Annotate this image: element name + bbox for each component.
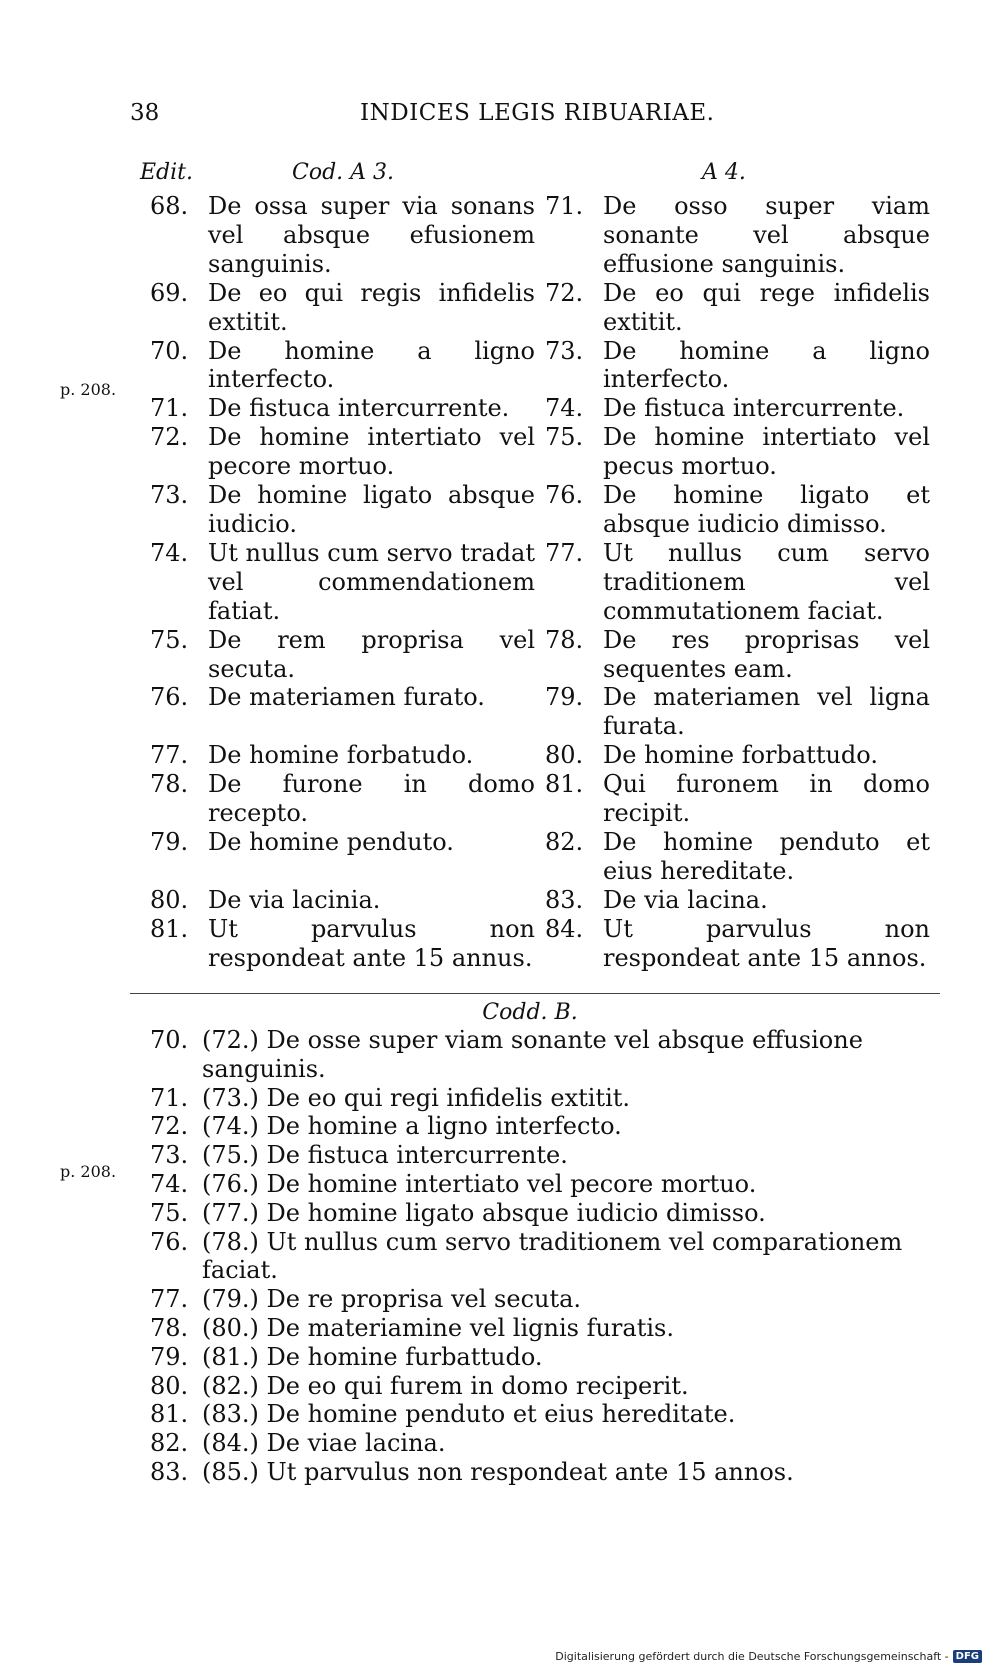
column-head-a4: A 4. [702, 160, 746, 185]
entry-number: 77. [150, 741, 189, 770]
entry-number: 71. [150, 1083, 189, 1112]
list-item [150, 770, 535, 828]
list-item [545, 337, 930, 395]
entry-text: De rem proprisa vel secuta. [208, 625, 535, 683]
list-item [545, 886, 930, 915]
entry-text: De homine forbatudo. [208, 741, 474, 770]
entry-text: De materiamen vel ligna furata. [603, 683, 930, 741]
entry-text: De fistuca intercurrente. [208, 394, 510, 423]
list-item [150, 1170, 940, 1199]
list-item [150, 279, 535, 337]
entry-number: 77. [150, 1285, 189, 1314]
entry-reference: (83.) [202, 1400, 259, 1429]
entry-number: 78. [150, 770, 189, 799]
entry-reference: (72.) [202, 1026, 259, 1054]
entry-number: 82. [150, 1429, 189, 1458]
list-item [150, 741, 535, 770]
list-item [545, 626, 930, 684]
list-item [150, 683, 535, 712]
list-item [545, 683, 930, 741]
entry-text: De furone in domo recepto. [208, 770, 535, 828]
column-headings [0, 160, 1000, 190]
entry-text: De homine furbattudo. [266, 1342, 543, 1371]
page-number: 38 [130, 100, 160, 126]
entry-number: 77. [545, 538, 584, 567]
list-item [150, 337, 535, 395]
list-item [545, 539, 930, 626]
entry-text: De homine penduto et eius hereditate. [266, 1400, 736, 1429]
list-item [150, 626, 535, 684]
entry-number: 75. [150, 1198, 189, 1227]
entry-text: De osse super viam sonante vel absque effusione sanguinis. [202, 1026, 863, 1083]
entry-number: 71. [150, 394, 189, 423]
entry-number: 81. [150, 1400, 189, 1429]
list-item [545, 770, 930, 828]
entry-number: 80. [545, 741, 584, 770]
list-item [545, 915, 930, 973]
entry-number: 76. [545, 481, 584, 510]
entry-reference: (79.) [202, 1285, 259, 1314]
margin-note-bottom: p. 208. [60, 1162, 117, 1181]
entry-text: De fistuca intercurrente. [266, 1141, 568, 1170]
entry-number: 70. [150, 1026, 189, 1054]
entry-number: 73. [150, 1141, 189, 1170]
list-item [150, 915, 535, 973]
list-item [150, 423, 535, 481]
entry-number: 83. [545, 885, 584, 914]
entry-reference: (85.) [202, 1457, 259, 1486]
section-heading-text: Codd. B. [482, 1000, 578, 1025]
list-item [150, 1372, 940, 1401]
section-heading [0, 1000, 1000, 1025]
list-item [545, 192, 930, 279]
entry-text: De homine a ligno interfecto. [266, 1112, 622, 1141]
list-item [150, 1400, 940, 1429]
entry-text: De ossa super via sonans vel absque efusionem sanguinis. [208, 192, 535, 278]
entry-text: De homine ligato et absque iudicio dimisso. [603, 481, 930, 538]
list-item [150, 1112, 940, 1141]
entry-text: De homine intertiato vel pecore mortuo. [266, 1169, 757, 1198]
list-item [150, 886, 535, 915]
entry-text: De homine ligato absque iudicio. [208, 481, 535, 538]
entry-number: 72. [150, 1112, 189, 1141]
entry-reference: (82.) [202, 1371, 259, 1400]
entry-text: Ut parvulus non respondeat ante 15 annos. [603, 914, 930, 972]
column-head-edit: Edit. [140, 160, 194, 185]
entry-text: De eo qui regi infidelis extitit. [266, 1083, 631, 1112]
column-head-cod-a3: Cod. A 3. [292, 160, 395, 185]
entry-text: De materiamine vel lignis furatis. [266, 1313, 674, 1342]
entry-number: 80. [150, 1371, 189, 1400]
entry-reference: (74.) [202, 1112, 259, 1141]
entry-text: De homine intertiato vel pecus mortuo. [603, 423, 930, 481]
entry-text: De homine a ligno interfecto. [603, 336, 930, 394]
entry-number: 76. [150, 1227, 189, 1256]
entry-text: Ut parvulus non respondeat ante 15 annos. [266, 1457, 794, 1486]
list-item [150, 1458, 940, 1487]
entry-number: 79. [150, 1342, 189, 1371]
digitization-credit [555, 1650, 982, 1663]
list-item [150, 1084, 940, 1113]
entry-text: De homine ligato absque iudicio dimisso. [266, 1198, 766, 1227]
entry-number: 71. [545, 192, 584, 220]
entry-number: 82. [545, 827, 584, 856]
entry-number: 83. [150, 1457, 189, 1486]
entry-text: De homine forbattudo. [603, 741, 878, 770]
list-item [150, 539, 535, 626]
entry-number: 79. [150, 827, 189, 856]
entry-number: 81. [150, 914, 189, 943]
entry-text: De re proprisa vel secuta. [266, 1285, 582, 1314]
entry-text: Ut nullus cum servo traditionem vel comparationem faciat. [202, 1227, 903, 1285]
entry-number: 69. [150, 278, 189, 307]
entry-reference: (84.) [202, 1429, 259, 1458]
entry-number: 75. [150, 625, 189, 654]
entry-number: 72. [545, 278, 584, 307]
running-head [0, 100, 1000, 134]
dfg-logo-icon: DFG [953, 1650, 982, 1663]
entry-text: De eo qui rege infidelis extitit. [603, 278, 930, 336]
list-item [150, 192, 535, 279]
left-column-cod-a3 [150, 192, 535, 972]
list-item [150, 1343, 940, 1372]
entry-text: De fistuca intercurrente. [603, 394, 905, 423]
entry-text: De eo qui furem in domo reciperit. [266, 1371, 689, 1400]
entry-text: De homine penduto. [208, 827, 454, 856]
entry-number: 72. [150, 423, 189, 452]
entry-text: De homine a ligno interfecto. [208, 336, 535, 394]
list-item [150, 828, 535, 857]
list-item [150, 481, 535, 539]
entry-number: 75. [545, 423, 584, 452]
entry-reference: (81.) [202, 1342, 259, 1371]
entry-number: 80. [150, 885, 189, 914]
entry-reference: (73.) [202, 1083, 259, 1112]
entry-number: 73. [545, 336, 584, 365]
entry-reference: (75.) [202, 1141, 259, 1170]
entry-reference: (77.) [202, 1198, 259, 1227]
entry-text: De via lacinia. [208, 885, 381, 914]
entry-number: 81. [545, 770, 584, 799]
list-item [150, 1026, 940, 1084]
entry-text: De viae lacina. [266, 1429, 446, 1458]
margin-note-top: p. 208. [60, 380, 117, 399]
entry-text: Ut nullus cum servo tradat vel commendationem fatiat. [208, 538, 535, 625]
entry-text: De homine intertiato vel pecore mortuo. [208, 423, 535, 481]
list-item [150, 1199, 940, 1228]
list-item [545, 279, 930, 337]
running-title: INDICES LEGIS RIBUARIAE. [360, 100, 715, 126]
entry-text: Ut parvulus non respondeat ante 15 annus. [208, 914, 535, 972]
entry-reference: (76.) [202, 1169, 259, 1198]
entry-number: 76. [150, 683, 189, 712]
entry-text: De homine penduto et eius hereditate. [603, 827, 930, 885]
entry-number: 73. [150, 481, 189, 510]
entry-text: De osso super viam sonante vel absque effusione sanguinis. [603, 192, 930, 278]
entry-text: De via lacina. [603, 885, 768, 914]
entry-number: 74. [150, 1169, 189, 1198]
entry-number: 68. [150, 192, 189, 220]
entry-number: 78. [545, 625, 584, 654]
list-item [545, 481, 930, 539]
credit-text: Digitalisierung gefördert durch die Deutsche Forschungsgemeinschaft - [555, 1650, 949, 1663]
entry-text: De materiamen furato. [208, 683, 485, 712]
entry-number: 74. [150, 538, 189, 567]
entry-text: De eo qui regis infidelis extitit. [208, 278, 535, 336]
list-item [545, 423, 930, 481]
list-item [150, 394, 535, 423]
section-divider [130, 993, 940, 994]
list-item [545, 741, 930, 770]
list-item [150, 1314, 940, 1343]
entry-number: 74. [545, 394, 584, 423]
list-item [150, 1141, 940, 1170]
entry-number: 84. [545, 914, 584, 943]
entry-text: Ut nullus cum servo traditionem vel commutationem faciat. [603, 538, 930, 625]
entry-number: 70. [150, 336, 189, 365]
list-item [150, 1228, 940, 1286]
entry-number: 78. [150, 1313, 189, 1342]
list-item [150, 1285, 940, 1314]
entry-reference: (80.) [202, 1313, 259, 1342]
codd-b-list [150, 1026, 940, 1487]
list-item [150, 1429, 940, 1458]
list-item [545, 394, 930, 423]
entry-text: De res proprisas vel sequentes eam. [603, 625, 930, 683]
entry-number: 79. [545, 683, 584, 712]
entry-text: Qui furonem in domo recipit. [603, 770, 930, 828]
list-item [545, 828, 930, 886]
entry-reference: (78.) [202, 1227, 259, 1256]
right-column-a4 [545, 192, 930, 972]
